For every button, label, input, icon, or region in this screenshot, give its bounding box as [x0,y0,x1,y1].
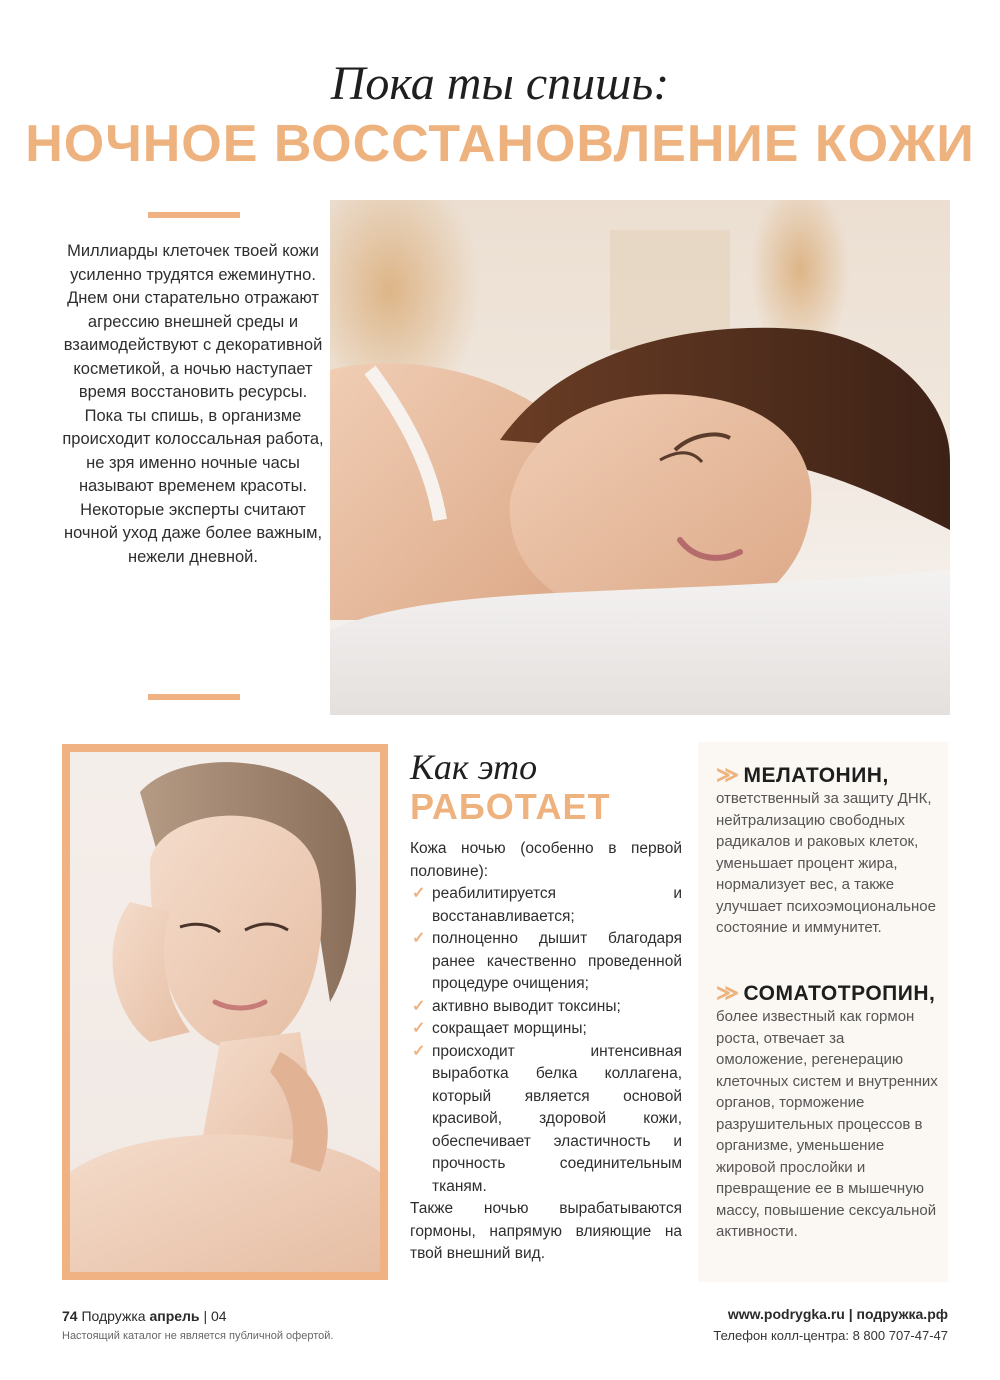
benefits-list [410,883,682,1198]
check-icon: ✓ [412,1042,426,1060]
site-link[interactable]: www.podrygka.ru [727,1306,845,1322]
helix-icon: ≫ [716,980,740,1005]
footer-sites: www.podrygka.ru | подружка.рф [727,1306,948,1322]
melatonin-section [716,762,938,939]
melatonin-text: ответственный за защиту ДНК, нейтрализацию свободных радикалов и раковых клеток, уменьшает процент жира, нормализует вес, а также улучшает психоэмоциональное состояние и иммунитет. [716,790,936,936]
somatotropin-heading: ≫ СОМАТОТРОПИН, [716,980,936,1005]
list-item: ✓ полноценно дышит благодаря ранее качественно проведенной процедуре очищения; [412,930,682,992]
how-body [410,838,682,1266]
intro-text: Миллиарды клеточек твоей кожи усиленно трудятся ежеминутно. Днем они старательно отражают агрессию внешней среды и взаимодействуют с декоративной косметикой, а ночью наступает время восстановить ресурсы. Пока ты спишь, в организме происходит колоссальная работа, не зря именно ночные часы называют временем красоты. Некоторые эксперты считают ночной уход даже более важным, нежели дневной. [62,242,324,566]
site-link[interactable]: подружка.рф [856,1306,948,1322]
melatonin-heading: ≫ МЕЛАТОНИН, [716,762,889,787]
list-item: ✓ сокращает морщины; [410,1018,682,1041]
somatotropin-section [716,980,938,1243]
portrait-illustration [70,752,380,1272]
portrait-photo-woman [70,752,380,1272]
how-main-heading: РАБОТАЕТ [410,786,611,827]
check-icon: ✓ [412,885,426,902]
list-item: ✓ происходит интенсивная выработка белка коллагена, который является основой красивой, здоровой кожи, обеспечивает эластичность и прочность соединительным тканям. [412,1042,682,1195]
check-icon: ✓ [412,930,426,947]
title-script: Пока ты спишь: [330,57,670,110]
hero-illustration [330,200,950,715]
helix-icon: ≫ [716,762,740,787]
how-script-heading: Как это [410,747,538,787]
footer-phone: Телефон колл-центра: 8 800 707-47-47 [713,1328,948,1343]
footer-issue: 74 Подружка апрель | 04 [62,1308,227,1324]
check-icon: ✓ [412,997,426,1015]
somatotropin-text: более известный как гормон роста, отвечает за омоложение, регенерацию клеточных систем и внутренних органов, торможение разрушительных процессов в организме, уменьшение жировой прослойки и превращение ее в мышечную массу, повышение сексуальной активности. [716,1008,938,1240]
hero-photo-sleeping-woman [330,200,950,715]
footer-disclaimer: Настоящий каталог не является публичной офертой. [62,1330,334,1342]
how-outro: Также ночью вырабатываются гормоны, напрямую влияющие на твой внешний вид. [410,1200,682,1262]
list-item: ✓ активно выводит токсины; [410,996,682,1019]
page-title: НОЧНОЕ ВОССТАНОВЛЕНИЕ КОЖИ [25,115,975,173]
bottom-rule [148,694,240,700]
check-icon: ✓ [412,1020,426,1037]
top-rule [148,212,240,218]
how-lead: Кожа ночью (особенно в первой половине): [410,840,682,880]
list-item: ✓ реабилитируется и восстанавливается; [412,885,682,925]
